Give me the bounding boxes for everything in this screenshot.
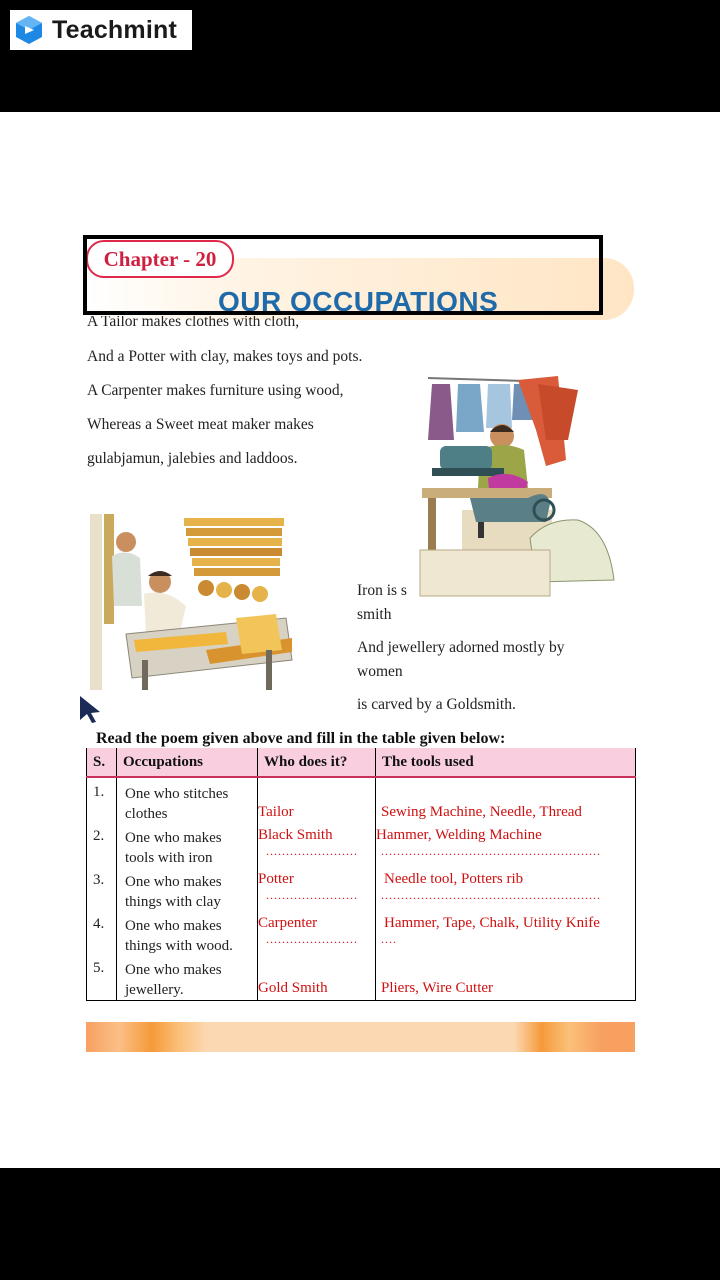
row-who xyxy=(258,956,376,1001)
row-sno: 4. xyxy=(87,912,117,956)
row-occupation xyxy=(117,912,258,956)
row-who xyxy=(258,777,376,824)
occupation-line: tools with iron xyxy=(125,850,213,866)
answer-who: Gold Smith xyxy=(258,980,328,996)
highlight-rectangle xyxy=(83,235,603,315)
answer-dots: ....................... xyxy=(266,888,358,902)
poem-line: smith xyxy=(357,606,392,623)
header-occupations: Occupations xyxy=(117,748,258,777)
occupation-line: jewellery. xyxy=(125,982,184,998)
answer-who: Potter xyxy=(258,871,294,887)
answer-who: Carpenter xyxy=(258,915,318,931)
poem-line: And a Potter with clay, makes toys and pots. xyxy=(87,348,363,365)
answer-dots: ....................... xyxy=(266,844,358,858)
header-tools: The tools used xyxy=(376,748,636,777)
row-sno: 2. xyxy=(87,824,117,868)
teachmint-logo xyxy=(10,10,192,50)
poem-line: Iron is s xyxy=(357,582,407,599)
poem-line: A Carpenter makes furniture using wood, xyxy=(87,382,344,399)
occupation-line: One who makes xyxy=(125,874,222,890)
row-occupation xyxy=(117,777,258,824)
header-sno: S. xyxy=(87,748,117,777)
poem-line: gulabjamun, jalebies and laddoos. xyxy=(87,450,298,467)
chapter-label: Chapter - 20 xyxy=(86,240,234,278)
answer-who: Tailor xyxy=(258,804,294,820)
top-bar xyxy=(0,0,720,112)
occupation-line: One who makes xyxy=(125,962,222,978)
answer-who: Black Smith xyxy=(258,827,333,843)
answer-tools: Pliers, Wire Cutter xyxy=(381,980,494,996)
poem-line: Whereas a Sweet meat maker makes xyxy=(87,416,314,433)
poem-line: is carved by a Goldsmith. xyxy=(357,696,516,713)
table-row xyxy=(87,824,636,868)
row-tools xyxy=(376,777,636,824)
row-tools xyxy=(376,824,636,868)
row-sno: 3. xyxy=(87,868,117,912)
decorative-footer-band xyxy=(86,1022,635,1052)
row-tools xyxy=(376,912,636,956)
row-occupation xyxy=(117,956,258,1001)
tailor-illustration xyxy=(418,370,618,600)
occupation-line: One who makes xyxy=(125,918,222,934)
mouse-cursor-icon xyxy=(78,694,104,724)
answer-tools: Sewing Machine, Needle, Thread xyxy=(381,804,582,820)
bottom-bar xyxy=(0,1168,720,1280)
table-header-row xyxy=(87,748,636,777)
row-occupation xyxy=(117,868,258,912)
row-who xyxy=(258,912,376,956)
occupation-line: One who makes xyxy=(125,830,222,846)
row-who xyxy=(258,868,376,912)
answer-tools: Needle tool, Potters rib xyxy=(384,871,524,887)
occupation-line: things with clay xyxy=(125,894,221,910)
poem-line: women xyxy=(357,663,403,680)
answer-dots: ....................................................... xyxy=(381,844,601,858)
table-instruction: Read the poem given above and fill in the table given below: xyxy=(96,730,506,747)
row-who xyxy=(258,824,376,868)
carpenter-illustration xyxy=(86,510,294,692)
answer-dots: ....................................................... xyxy=(381,888,601,902)
header-who: Who does it? xyxy=(258,748,376,777)
answer-tools: Hammer, Tape, Chalk, Utility Knife xyxy=(384,915,600,931)
row-tools xyxy=(376,956,636,1001)
table-row xyxy=(87,956,636,1001)
occupation-line: One who stitches xyxy=(125,786,229,802)
brand-name: Teachmint xyxy=(52,15,177,44)
row-sno: 5. xyxy=(87,956,117,1001)
poem-line: And jewellery adorned mostly by xyxy=(357,639,565,656)
table-row xyxy=(87,777,636,824)
row-occupation xyxy=(117,824,258,868)
answer-dots: ....................... xyxy=(266,932,358,946)
occupation-line: things with wood. xyxy=(125,938,233,954)
answer-dots: .... xyxy=(381,932,397,946)
textbook-page xyxy=(0,112,720,1168)
occupations-table xyxy=(86,748,636,1001)
chapter-title: OUR OCCUPATIONS xyxy=(218,286,499,314)
teachmint-logo-icon xyxy=(14,15,44,45)
row-sno: 1. xyxy=(87,777,117,824)
occupation-line: clothes xyxy=(125,806,168,822)
row-tools xyxy=(376,868,636,912)
poem-line: A Tailor makes clothes with cloth, xyxy=(87,316,300,330)
table-row xyxy=(87,868,636,912)
table-row xyxy=(87,912,636,956)
answer-tools: Hammer, Welding Machine xyxy=(376,827,542,843)
